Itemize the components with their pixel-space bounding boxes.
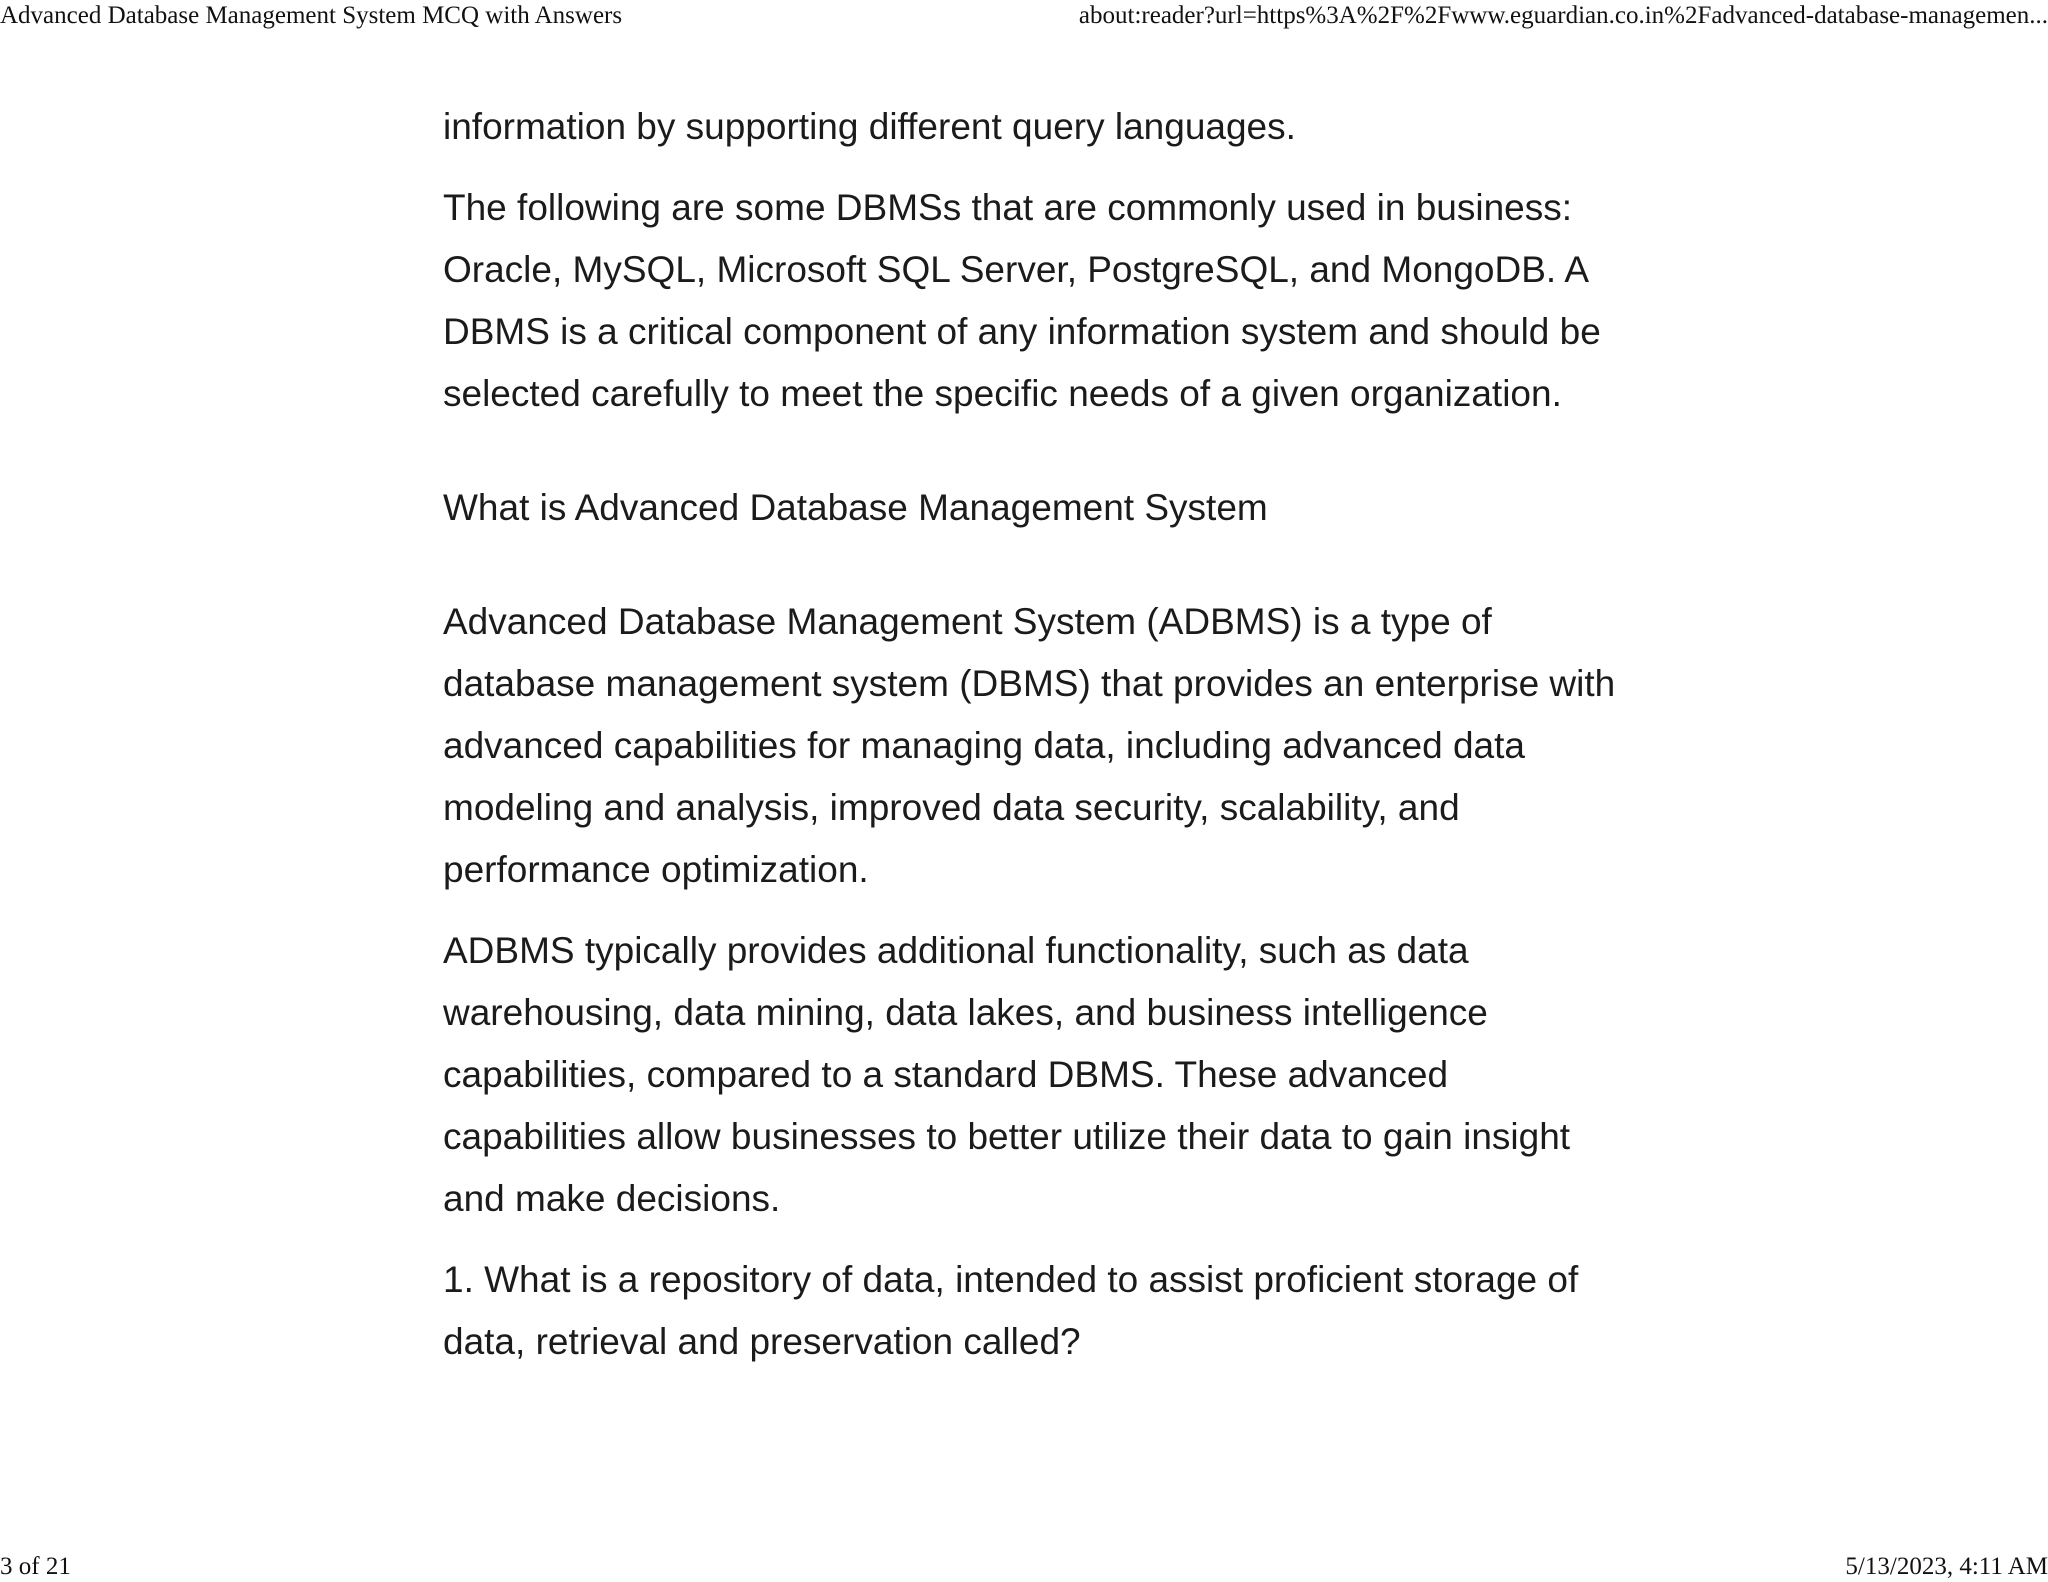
- document-title: Advanced Database Management System MCQ with Answers: [0, 2, 623, 29]
- paragraph-intro-continued: information by supporting different query languages.: [443, 106, 1296, 147]
- paragraph-adbms-functionality: ADBMS typically provides additional functionality, such as data warehousing, data mining, data lakes, and business intelligence capabilities, compared to a standard DBMS. These advanced capabilities allow businesses to better utilize their data to gain insight and make decisions.: [443, 930, 1571, 1219]
- question-1: 1. What is a repository of data, intended to assist proficient storage of data, retrieval and preservation called?: [443, 1259, 1579, 1362]
- print-datetime: 5/13/2023, 4:11 AM: [1845, 1553, 2048, 1580]
- print-header: [0, 0, 2048, 34]
- section-heading: What is Advanced Database Management System: [443, 487, 1268, 528]
- paragraph-adbms-definition: Advanced Database Management System (ADBMS) is a type of database management system (DBMS) that provides an enterprise with advanced capabilities for managing data, including advanced data modeling and analysis, improved data security, scalability, and performance optimization.: [443, 601, 1616, 890]
- page-number: 3 of 21: [0, 1553, 71, 1580]
- reader-article: [443, 96, 1623, 1392]
- page-url: about:reader?url=https%3A%2F%2Fwww.eguardian.co.in%2Fadvanced-database-managemen...: [1078, 2, 2048, 29]
- paragraph-common-dbms: The following are some DBMSs that are commonly used in business: Oracle, MySQL, Microsoft SQL Server, PostgreSQL, and MongoDB. A DBMS is a critical component of any information system and should be selected carefully to meet the specific needs of a given organization.: [443, 187, 1601, 414]
- print-footer: [0, 1552, 2048, 1582]
